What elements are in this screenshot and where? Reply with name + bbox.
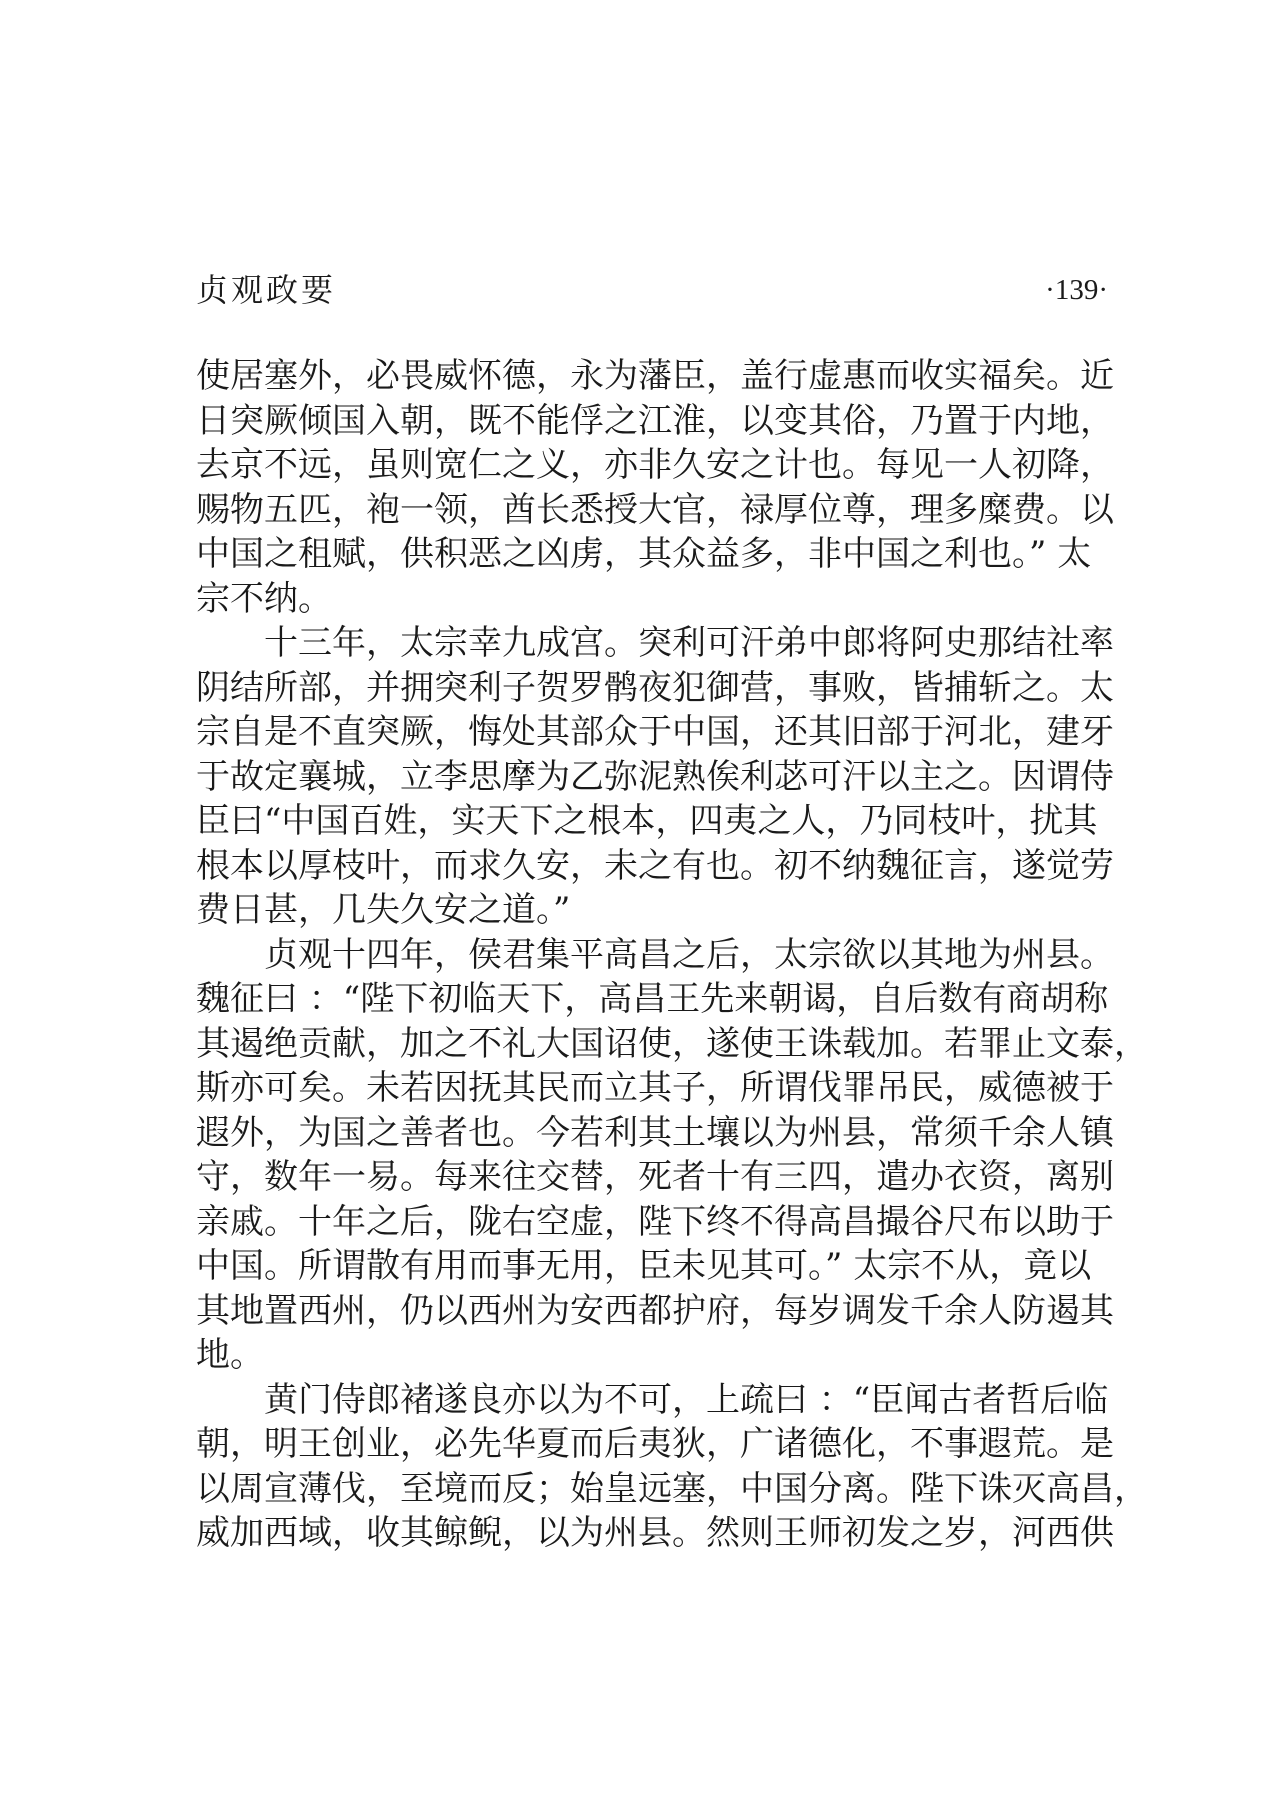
text-line: 斯亦可矣。未若因抚其民而立其子，所谓伐罪吊民，威德被于: [196, 1068, 1114, 1108]
text-line: 使居塞外，必畏威怀德，永为藩臣，盖行虚惠而收实福矣。近: [196, 356, 1114, 396]
text-line: 中国之租赋，供积恶之凶虏，其众益多，非中国之利也。” 太: [196, 534, 1092, 574]
text-line: 其地置西州，仍以西州为安西都护府，每岁调发千余人防遏其: [196, 1290, 1114, 1331]
text-line: 威加西域，收其鲸鲵，以为州县。然则王师初发之岁，河西供: [196, 1513, 1114, 1553]
text-line: 朝，明王创业，必先华夏而后夷狄，广诸德化，不事遐荒。是: [196, 1424, 1114, 1464]
text-line: 赐物五匹，袍一领，酋长悉授大官，禄厚位尊，理多糜费。以: [196, 489, 1114, 530]
page-number: ·139·: [1045, 274, 1108, 306]
text-line: 中国。所谓散有用而事无用，臣未见其可。” 太宗不从，竟以: [196, 1246, 1092, 1286]
text-line: 宗不纳。: [196, 578, 332, 619]
text-line: 亲戚。十年之后，陇右空虚，陛下终不得高昌撮谷尺布以助于: [196, 1201, 1114, 1242]
text-line: 守，数年一易。每来往交替，死者十有三四，遣办衣资，离别: [196, 1157, 1114, 1197]
body-text: [196, 354, 1148, 1556]
book-title: 贞观政要: [196, 271, 337, 309]
text-line: 遐外，为国之善者也。今若利其土壤以为州县，常须千余人镇: [196, 1112, 1114, 1153]
text-line: 臣曰“中国百姓，实天下之根本，四夷之人，乃同枝叶，扰其: [196, 801, 1098, 841]
text-line: 宗自是不直突厥，悔处其部众于中国，还其旧部于河北，建牙: [196, 712, 1114, 752]
text-line: 于故定襄城，立李思摩为乙弥泥熟俟利苾可汗以主之。因谓侍: [196, 756, 1114, 797]
running-header: [196, 268, 1108, 318]
paragraph-start-line: 贞观十四年，侯君集平高昌之后，太宗欲以其地为州县。: [264, 934, 1114, 975]
text-line: 以周宣薄伐，至境而反；始皇远塞，中国分离。陛下诛灭高昌，: [196, 1468, 1148, 1509]
text-line: 去京不远，虽则宽仁之义，亦非久安之计也。每见一人初降，: [196, 445, 1114, 485]
text-line: 根本以厚枝叶，而求久安，未之有也。初不纳魏征言，遂觉劳: [196, 845, 1114, 886]
text-line: 其遏绝贡献，加之不礼大国诏使，遂使王诛载加。若罪止文泰，: [196, 1023, 1148, 1064]
text-line: 日突厥倾国入朝，既不能俘之江淮，以变其俗，乃置于内地，: [196, 400, 1114, 441]
paragraph-start-line: 十三年，太宗幸九成宫。突利可汗弟中郎将阿史那结社率: [264, 623, 1114, 663]
text-line: 地。: [196, 1335, 264, 1375]
paragraph-start-line: 黄门侍郎褚遂良亦以为不可，上疏曰 ：“臣闻古者哲后临: [264, 1379, 1109, 1420]
text-line: 阴结所部，并拥突利子贺罗鹘夜犯御营，事败，皆捕斩之。太: [196, 667, 1114, 708]
text-line: 费日甚，几失久安之道。”: [196, 890, 571, 930]
text-line: 魏征曰 ：“陛下初临天下，高昌王先来朝谒，自后数有商胡称: [196, 979, 1109, 1019]
